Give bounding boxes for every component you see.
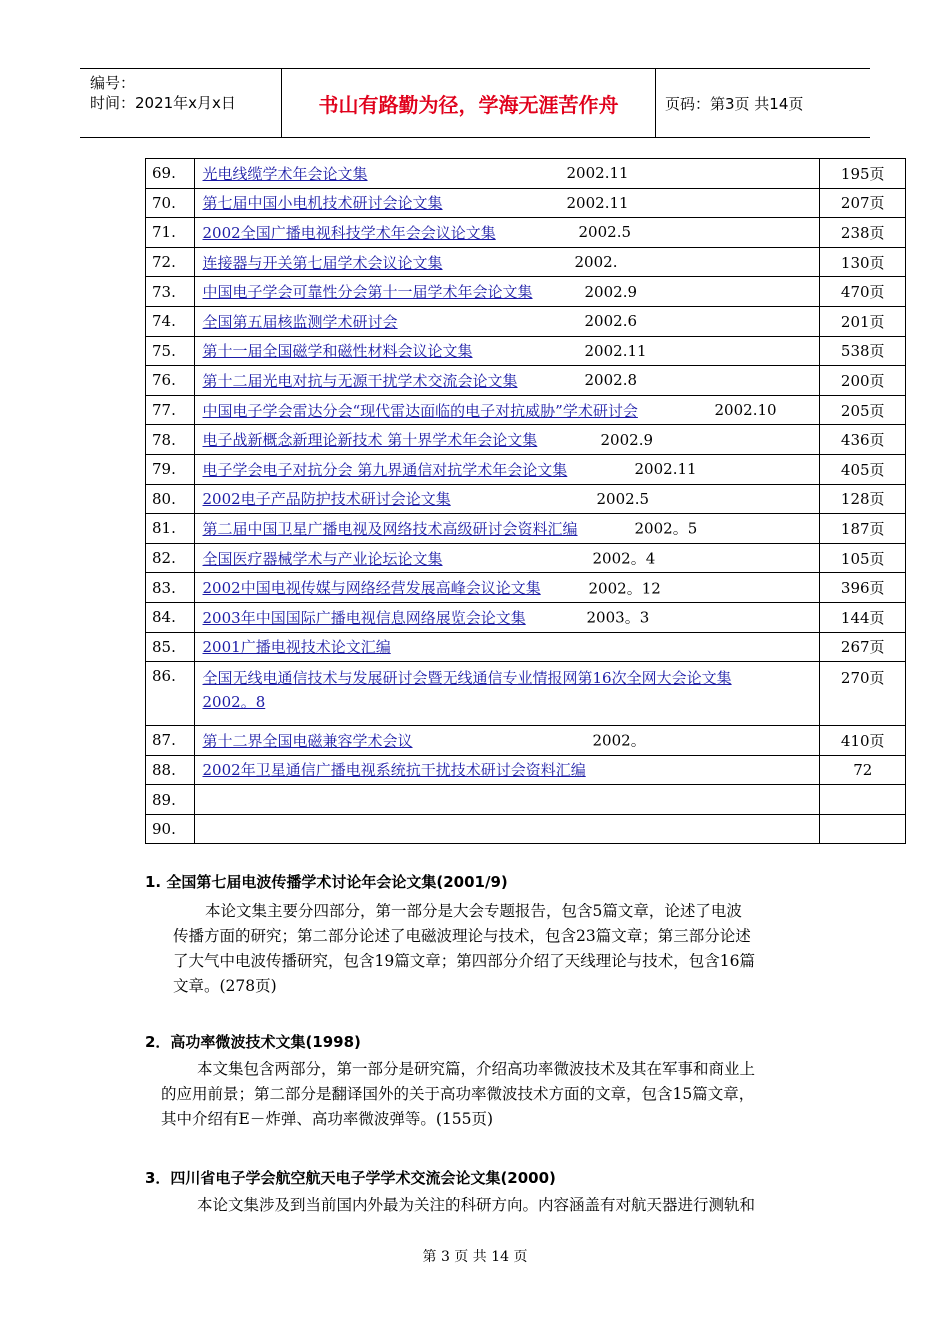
row-number: 87. [146, 726, 195, 756]
section-2 [145, 1031, 845, 1132]
row-title-cell [194, 336, 820, 366]
proceedings-link[interactable]: 2002电子产品防护技术研讨会论文集 [202, 490, 451, 509]
row-title-cell [194, 514, 820, 544]
para-line: 其中介绍有E－炸弹、高功率微波弹等。(155页) [161, 1110, 493, 1128]
row-title-cell [194, 454, 820, 484]
row-date: 2002。5 [634, 519, 698, 538]
row-title-cell [194, 306, 820, 336]
table-row [146, 514, 906, 544]
para-line: 的应用前景；第二部分是翻译国外的关于高功率微波技术方面的文章，包含15篇文章， [161, 1085, 755, 1103]
time-label: 时间：2021年x月x日 [90, 94, 236, 112]
row-pages: 396页 [820, 573, 906, 603]
header-page-info: 页码：第3页 共14页 [665, 94, 804, 113]
row-title-cell [194, 543, 820, 573]
row-number: 72. [146, 247, 195, 277]
row-pages: 270页 [820, 662, 906, 726]
row-title-cell [194, 188, 820, 218]
table-row [146, 159, 906, 189]
proceedings-link[interactable]: 第十二界全国电磁兼容学术会议 [202, 731, 413, 750]
proceedings-link[interactable]: 全国医疗器械学术与产业论坛论文集 [202, 549, 443, 568]
row-title-cell [194, 425, 820, 455]
row-date: 2002.5 [578, 223, 632, 242]
row-title-cell [194, 366, 820, 396]
row-pages: 187页 [820, 514, 906, 544]
proceedings-link[interactable]: 中国电子学会雷达分会“现代雷达面临的电子对抗威胁”学术研讨会 [202, 401, 638, 420]
table-row [146, 366, 906, 396]
row-pages: 201页 [820, 306, 906, 336]
proceedings-table [145, 158, 906, 844]
row-title-cell [194, 726, 820, 756]
row-title-cell [194, 395, 820, 425]
table-row [146, 188, 906, 218]
row-number: 77. [146, 395, 195, 425]
row-date: 2003。3 [586, 608, 650, 627]
table-row [146, 454, 906, 484]
section-heading: 3．四川省电子学会航空航天电子学学术交流会论文集(2000) [145, 1169, 556, 1187]
row-date: 2002.5 [596, 489, 650, 508]
para-line: 本论文集涉及到当前国内外最为关注的科研方向。内容涵盖有对航天器进行测轨和 [197, 1196, 756, 1214]
row-pages: 130页 [820, 247, 906, 277]
page-header [80, 68, 870, 138]
row-number: 88. [146, 755, 195, 785]
row-pages: 200页 [820, 366, 906, 396]
row-date: 2002.11 [584, 341, 647, 360]
row-pages: 410页 [820, 726, 906, 756]
row-number: 85. [146, 632, 195, 662]
section-body [173, 899, 845, 999]
row-number: 71. [146, 218, 195, 248]
proceedings-link[interactable]: 电子学会电子对抗分会 第九界通信对抗学术年会论文集 [202, 460, 568, 479]
row-date: 2002.9 [584, 282, 638, 301]
para-line: 了大气中电波传播研究，包含19篇文章；第四部分介绍了天线理论与技术，包含16篇 [173, 952, 755, 970]
proceedings-link[interactable]: 光电线缆学术年会论文集 [202, 164, 368, 183]
row-date: 2002。8 [202, 693, 266, 712]
header-motto: 书山有路勤为径，学海无涯苦作舟 [282, 69, 656, 137]
row-number: 83. [146, 573, 195, 603]
table-row [146, 484, 906, 514]
row-pages [820, 785, 906, 815]
row-date: 2002.11 [566, 193, 629, 212]
table-row [146, 602, 906, 632]
row-number: 82. [146, 543, 195, 573]
table-row [146, 277, 906, 307]
row-title-cell [194, 573, 820, 603]
row-date: 2002。 [592, 731, 646, 750]
table-row [146, 218, 906, 248]
row-date: 2002.8 [584, 371, 638, 390]
row-pages: 538页 [820, 336, 906, 366]
proceedings-link[interactable]: 2003年中国国际广播电视信息网络展览会论文集 [202, 608, 526, 627]
proceedings-link[interactable]: 全国无线电通信技术与发展研讨会暨无线通信专业情报网第16次全网大会论文集 [202, 669, 732, 688]
table-row [146, 543, 906, 573]
row-title-cell [194, 484, 820, 514]
table-row [146, 632, 906, 662]
proceedings-link[interactable]: 连接器与开关第七届学术会议论文集 [202, 253, 443, 272]
page-footer: 第 3 页 共 14 页 [422, 1249, 528, 1265]
row-number: 79. [146, 454, 195, 484]
proceedings-link[interactable]: 2002中国电视传媒与网络经营发展高峰会议论文集 [202, 579, 541, 598]
proceedings-link[interactable]: 第十二届光电对抗与无源干扰学术交流会论文集 [202, 371, 518, 390]
proceedings-link[interactable]: 第二届中国卫星广播电视及网络技术高级研讨会资料汇编 [202, 519, 578, 538]
row-number: 78. [146, 425, 195, 455]
para-line: 本文集包含两部分，第一部分是研究篇，介绍高功率微波技术及其在军事和商业上 [197, 1060, 756, 1078]
row-number: 84. [146, 602, 195, 632]
table-row [146, 306, 906, 336]
row-title-cell [194, 247, 820, 277]
proceedings-link[interactable]: 中国电子学会可靠性分会第十一届学术年会论文集 [202, 283, 533, 302]
proceedings-link[interactable]: 第十一届全国磁学和磁性材料会议论文集 [202, 342, 473, 361]
row-date: 2002. [574, 253, 618, 272]
row-pages: 72 [820, 755, 906, 785]
row-pages: 267页 [820, 632, 906, 662]
row-title-cell [194, 632, 820, 662]
row-pages: 144页 [820, 602, 906, 632]
row-title-cell [194, 277, 820, 307]
table-row [146, 395, 906, 425]
row-number: 76. [146, 366, 195, 396]
row-date: 2002.6 [584, 312, 638, 331]
row-number: 69. [146, 159, 195, 189]
row-date: 2002。12 [588, 579, 661, 598]
row-date: 2002。4 [592, 549, 656, 568]
para-line: 文章。(278页) [173, 977, 277, 995]
row-pages: 405页 [820, 454, 906, 484]
row-pages: 436页 [820, 425, 906, 455]
table-row [146, 755, 906, 785]
row-number: 70. [146, 188, 195, 218]
section-heading: 2．高功率微波技术文集(1998) [145, 1033, 361, 1051]
row-pages [820, 814, 906, 844]
proceedings-link[interactable]: 2002全国广播电视科技学术年会会议论文集 [202, 223, 496, 242]
row-title-cell [194, 159, 820, 189]
proceedings-link[interactable]: 2002年卫星通信广播电视系统抗干扰技术研讨会资料汇编 [202, 761, 586, 780]
table-row [146, 573, 906, 603]
section-heading: 1. 全国第七届电波传播学术讨论年会论文集(2001/9) [145, 873, 508, 891]
row-number: 90. [146, 814, 195, 844]
header-meta [80, 69, 282, 137]
row-date: 2002.11 [566, 164, 629, 183]
para-line: 传播方面的研究；第二部分论述了电磁波理论与技术，包含23篇文章；第三部分论述 [173, 927, 751, 945]
row-title-cell [194, 785, 820, 815]
table-row [146, 662, 906, 726]
row-title-cell [194, 662, 820, 726]
row-date: 2002.11 [634, 460, 697, 479]
row-number: 75. [146, 336, 195, 366]
row-title-cell [194, 814, 820, 844]
table-row [146, 726, 906, 756]
row-number: 89. [146, 785, 195, 815]
row-number: 80. [146, 484, 195, 514]
row-pages: 470页 [820, 277, 906, 307]
table-row [146, 247, 906, 277]
row-number: 73. [146, 277, 195, 307]
row-pages: 128页 [820, 484, 906, 514]
table-row [146, 336, 906, 366]
row-number: 74. [146, 306, 195, 336]
proceedings-link[interactable]: 第七届中国小电机技术研讨会论文集 [202, 194, 443, 213]
row-date: 2002.10 [714, 401, 777, 420]
proceedings-link[interactable]: 全国第五届核监测学术研讨会 [202, 312, 398, 331]
row-pages: 238页 [820, 218, 906, 248]
para-line: 本论文集主要分四部分，第一部分是大会专题报告，包含5篇文章，论述了电波 [205, 902, 742, 920]
row-date: 2002.9 [600, 430, 654, 449]
code-label: 编号： [90, 74, 136, 92]
proceedings-link[interactable]: 2001广播电视技术论文汇编 [202, 638, 391, 657]
table-row [146, 785, 906, 815]
row-pages: 207页 [820, 188, 906, 218]
row-number: 86. [146, 662, 195, 726]
table-row [146, 814, 906, 844]
proceedings-link[interactable]: 电子战新概念新理论新技术 第十界学术年会论文集 [202, 431, 538, 450]
row-pages: 205页 [820, 395, 906, 425]
row-title-cell [194, 602, 820, 632]
section-3 [145, 1167, 845, 1218]
section-body [161, 1193, 845, 1218]
row-pages: 105页 [820, 543, 906, 573]
row-title-cell [194, 218, 820, 248]
section-1 [145, 871, 845, 999]
row-title-cell [194, 755, 820, 785]
row-number: 81. [146, 514, 195, 544]
section-body [161, 1057, 845, 1132]
table-row [146, 425, 906, 455]
row-pages: 195页 [820, 159, 906, 189]
